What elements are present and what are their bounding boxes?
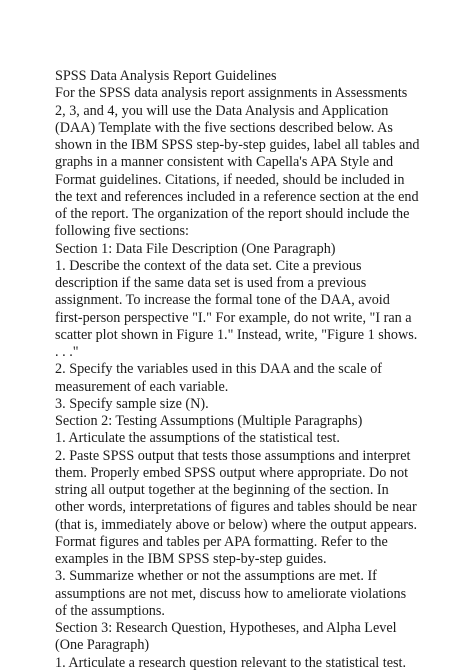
text-line: 2. Paste SPSS output that tests those assumptions and interpret <box>55 447 411 464</box>
text-line: 2. Specify the variables used in this DAA and the scale of <box>55 361 383 378</box>
text-line: Format guidelines. Citations, if needed, should be included in <box>55 171 405 188</box>
text-line: description if the same data set is used from a previous <box>55 275 367 291</box>
text-line: assignment. To increase the formal tone of the DAA, avoid <box>55 292 390 309</box>
text-line: them. Properly embed SPSS output where appropriate. Do not <box>55 464 409 481</box>
text-line: 1. Articulate a research question relevant to the statistical test. <box>55 654 407 671</box>
text-line: other words, interpretations of figures and tables should be near <box>55 499 417 516</box>
text-line: 1. Articulate the assumptions of the statistical test. <box>55 430 340 447</box>
text-line: measurement of each variable. <box>55 378 229 395</box>
text-line: 1. Describe the context of the data set. Cite a previous <box>55 257 362 274</box>
text-line: 3. Summarize whether or not the assumptions are met. If <box>55 568 377 585</box>
text-line: 3. Specify sample size (N). <box>55 395 209 412</box>
document-body <box>55 68 474 672</box>
text-line: of the report. The organization of the report should include the <box>55 206 410 222</box>
text-line: first-person perspective "I." For example, do not write, "I ran a <box>55 309 412 326</box>
text-line: of the assumptions. <box>55 602 165 619</box>
text-line: (DAA) Template with the five sections described below. As <box>55 119 393 136</box>
document-title: SPSS Data Analysis Report Guidelines <box>55 68 277 84</box>
text-line: (that is, immediately above or below) where the output appears. <box>55 516 418 533</box>
text-line: examples in the IBM SPSS step-by-step guides. <box>55 551 327 567</box>
text-line: . . ." <box>55 344 79 360</box>
text-line: For the SPSS data analysis report assignments in Assessments <box>55 85 408 102</box>
text-line: assumptions are not met, discuss how to ameliorate violations <box>55 585 407 602</box>
text-line: string all output together at the beginning of the section. In <box>55 482 389 498</box>
text-line: shown in the IBM SPSS step-by-step guides, label all tables and <box>55 137 420 153</box>
text-line: following five sections: <box>55 223 189 240</box>
section-heading: Section 3: Research Question, Hypotheses, and Alpha Level <box>55 620 397 636</box>
text-line: the text and references included in a reference section at the end <box>55 188 419 205</box>
section-heading-continued: (One Paragraph) <box>55 637 150 654</box>
text-line: graphs in a manner consistent with Capella's APA Style and <box>55 154 394 171</box>
section-heading: Section 1: Data File Description (One Paragraph) <box>55 240 336 257</box>
text-line: 2, 3, and 4, you will use the Data Analysis and Application <box>55 102 389 119</box>
text-line: Format figures and tables per APA formatting. Refer to the <box>55 533 388 550</box>
section-heading: Section 2: Testing Assumptions (Multiple Paragraphs) <box>55 413 363 429</box>
text-line: scatter plot shown in Figure 1." Instead, write, "Figure 1 shows. <box>55 326 418 343</box>
